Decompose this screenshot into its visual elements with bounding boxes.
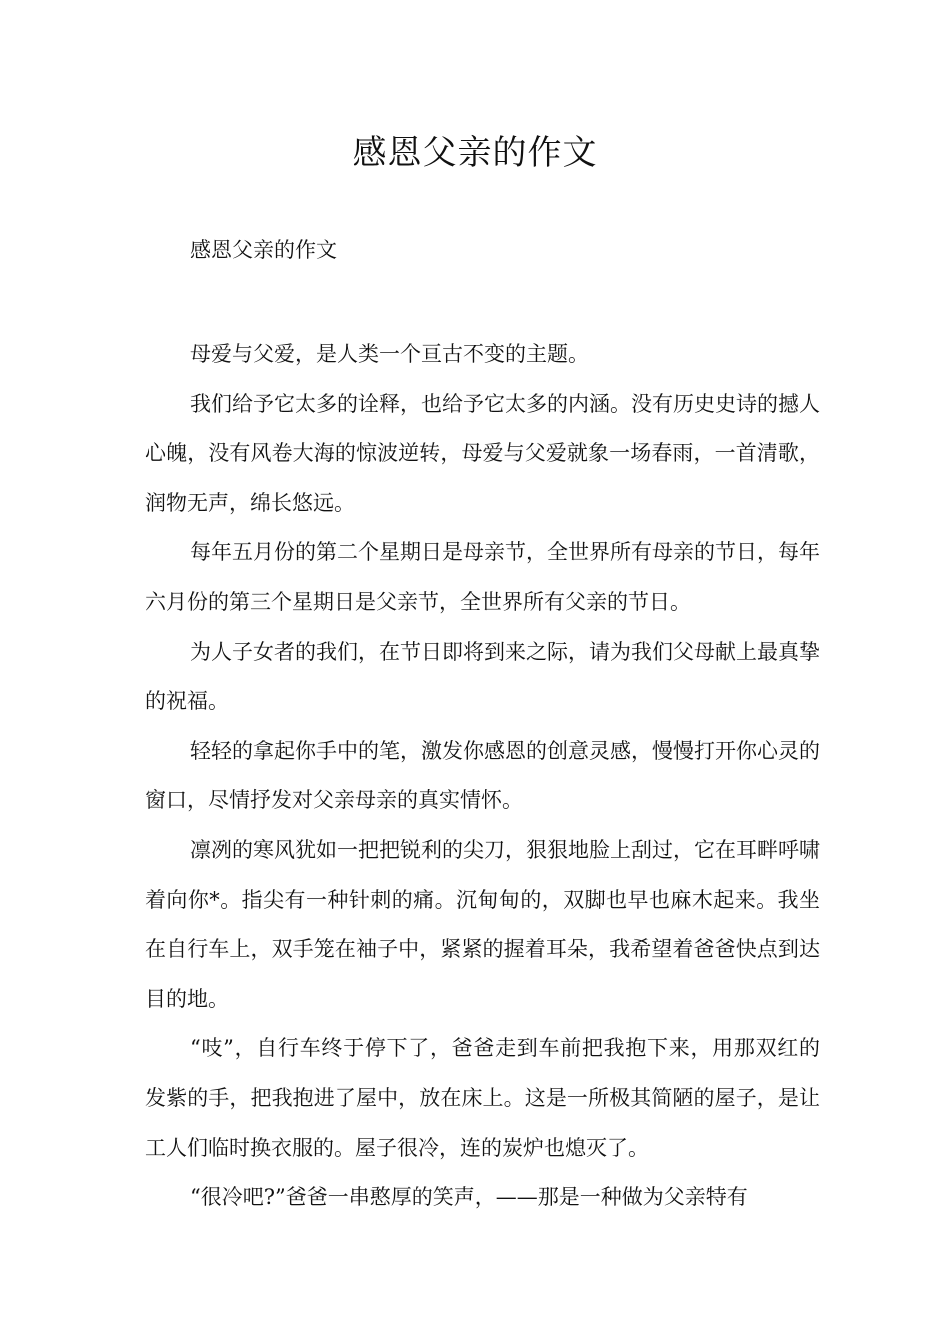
document-subtitle: 感恩父亲的作文 bbox=[190, 238, 337, 262]
document-body bbox=[145, 330, 820, 1223]
paragraph-6: 凛冽的寒风犹如一把把锐利的尖刀，狠狠地脸上刮过，它在耳畔呼啸着向你*。指尖有一种针刺的痛。沉甸甸的，双脚也早也麻木起来。我坐在自行车上，双手笼在袖子中，紧紧的握着耳朵，我希望着爸爸快点到达目的地。 bbox=[145, 837, 820, 1011]
paragraph-5: 轻轻的拿起你手中的笔，激发你感恩的创意灵感，慢慢打开你心灵的窗口，尽情抒发对父亲母亲的真实情怀。 bbox=[145, 738, 820, 813]
paragraph-4: 为人子女者的我们，在节日即将到来之际，请为我们父母献上最真挚的祝福。 bbox=[145, 639, 820, 714]
paragraph-1: 母爱与父爱，是人类一个亘古不变的主题。 bbox=[190, 342, 589, 366]
paragraph-3: 每年五月份的第二个星期日是母亲节，全世界所有母亲的节日，每年六月份的第三个星期日是父亲节，全世界所有父亲的节日。 bbox=[145, 540, 820, 614]
paragraph-2: 我们给予它太多的诠释，也给予它太多的内涵。没有历史史诗的撼人心魄，没有风卷大海的惊波逆转，母爱与父爱就象一场春雨，一首清歌，润物无声，绵长悠远。 bbox=[145, 391, 820, 515]
document-title: 感恩父亲的作文 bbox=[352, 133, 598, 173]
paragraph-8: “很冷吧?”爸爸一串憨厚的笑声，——那是一种做为父亲特有 bbox=[190, 1185, 748, 1210]
paragraph-7: “吱”，自行车终于停下了，爸爸走到车前把我抱下来，用那双红的发紫的手，把我抱进了屋中，放在床上。这是一所极其简陋的屋子，是让工人们临时换衣服的。屋子很冷，连的炭炉也熄灭了。 bbox=[145, 1036, 820, 1160]
